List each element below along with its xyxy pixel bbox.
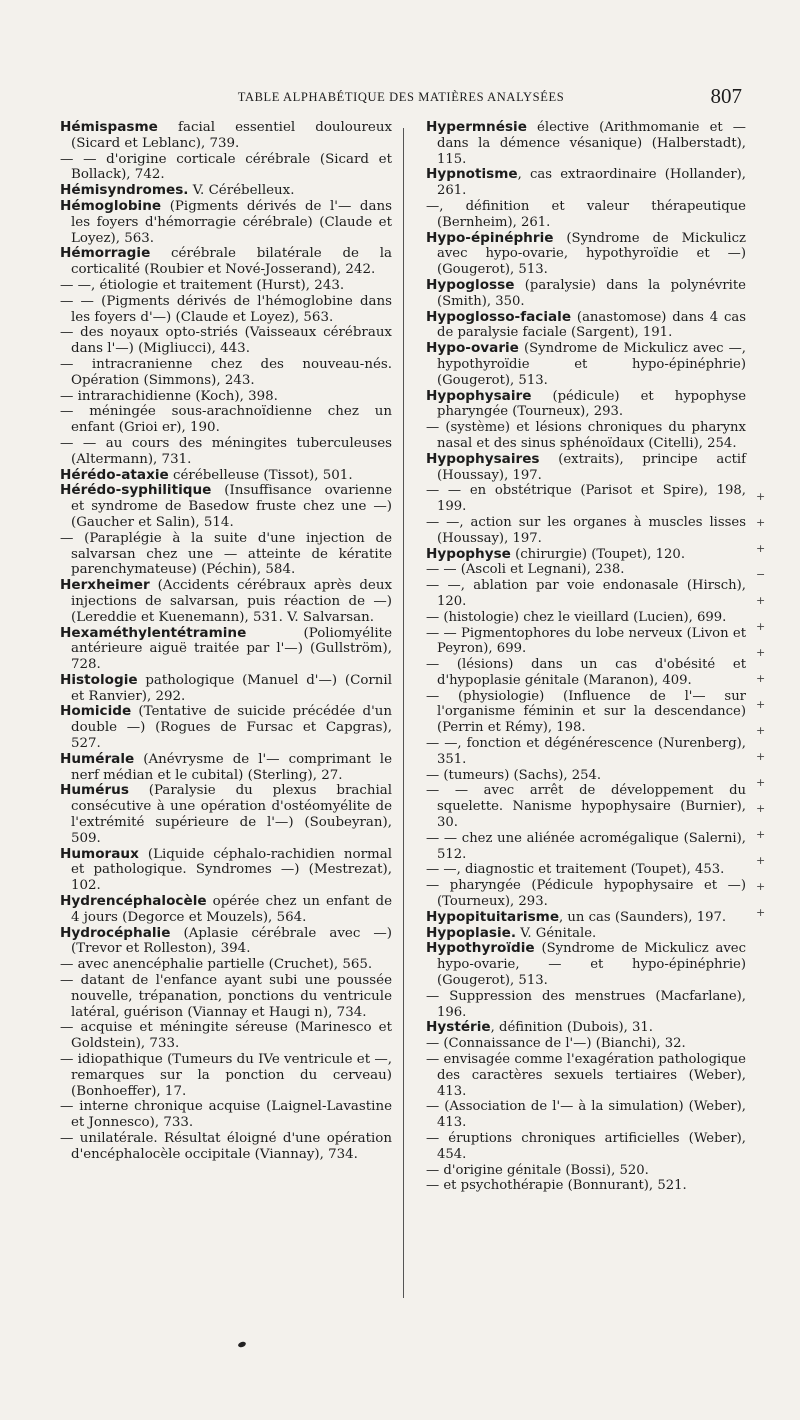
index-entry: — — au cours des méningites tuberculeuses (Altermann), 731. [60,435,392,467]
index-entry: — (système) et lésions chroniques du pharynx nasal et des sinus sphénoïdaux (Citelli), 254. [426,420,746,451]
index-entry: — pharyngée (Pédicule hypophysaire et —) (Tourneux), 293. [426,878,746,910]
margin-mark: + [756,776,766,789]
index-entry: — unilatérale. Résultat éloigné d'une opération d'encéphalocèle occipitale (Viannay), 734. [60,1131,392,1162]
margin-mark: + [756,880,766,893]
index-entry: — envisagée comme l'exagération pathologique des caractères sexuels tertiaires (Weber), 413. [426,1052,746,1099]
index-entry: — (lésions) dans un cas d'obésité et d'hypoplasie génitale (Maranon), 409. [426,657,746,688]
left-column [60,120,392,1163]
margin-mark: + [756,542,766,555]
index-entry: Hémisyndromes. V. Cérébelleux. [60,182,295,199]
index-entry: Hypnotisme, cas extraordinaire (Hollander), 261. [426,166,746,199]
index-entry: — —, ablation par voie endonasale (Hirsch), 120. [426,578,746,609]
margin-marks [756,490,786,932]
index-entry: Hystérie, définition (Dubois), 31. [426,1019,653,1036]
index-entry: — (Association de l'— à la simulation) (Weber), 413. [426,1099,746,1131]
index-entry: — des noyaux opto-striés (Vaisseaux cérébraux dans l'—) (Migliucci), 443. [60,325,392,357]
index-entry: Hypophysaires (extraits), principe actif (Houssay), 197. [426,450,746,483]
index-entry: — — d'origine corticale cérébrale (Sicard et Bollack), 742. [60,151,392,183]
index-entry: — et psychothérapie (Bonnurant), 521. [426,1178,687,1194]
index-entry: Hypoplasie. V. Génitale. [426,924,597,941]
index-entry: — — (Ascoli et Legnani), 238. [426,562,625,578]
index-entry: — avec anencéphalie partielle (Cruchet), 565. [60,957,373,973]
index-entry: Hémoglobine (Pigments dérivés de l'— dans les foyers d'hémorragie cérébrale) (Claude et Loyez), 563. [60,197,392,246]
index-entry: Histologie pathologique (Manuel d'—) (Cornil et Ranvier), 292. [60,671,392,704]
index-entry: — d'origine génitale (Bossi), 520. [426,1162,649,1178]
index-entry: — (physiologie) (Influence de l'— sur l'organisme féminin et sur la descendance) (Perrin et Rémy), 198. [426,688,746,736]
index-entry: — idiopathique (Tumeurs du IVe ventricule et —, remarques sur la ponction du cerveau) (Bonhoeffer), 17. [60,1052,392,1099]
index-entry: Humoraux (Liquide céphalo-rachidien normal et pathologique. Syndromes —) (Mestrezat), 102. [60,845,392,894]
index-entry: — — (Pigments dérivés de l'hémoglobine dans les foyers d'—) (Claude et Loyez), 563. [60,293,392,325]
index-entry: Hypophyse (chirurgie) (Toupet), 120. [426,545,686,562]
margin-mark: + [756,620,766,633]
index-entry: — — avec arrêt de développement du squelette. Nanisme hypophysaire (Burnier), 30. [426,783,746,831]
index-entry: — intracranienne chez des nouveau-nés. Opération (Simmons), 243. [60,356,392,388]
index-entry: — interne chronique acquise (Laignel-Lavastine et Jonnesco), 733. [60,1099,392,1131]
index-entry: Hémispasme facial essentiel douloureux (Sicard et Leblanc), 739. [60,119,392,151]
index-entry: — —, diagnostic et traitement (Toupet), 453. [426,862,725,878]
margin-mark: + [756,854,766,867]
margin-mark: + [756,802,766,815]
index-entry: Hypoglosso-faciale (anastomose) dans 4 cas de paralysie faciale (Sargent), 191. [426,308,746,341]
index-entry: Hexaméthylentétramine (Poliomyélite antérieure aiguë traitée par l'—) (Gullström), 728. [60,624,392,673]
margin-mark: + [756,646,766,659]
index-entry: — (histologie) chez le vieillard (Lucien), 699. [426,609,727,625]
index-entry: — (tumeurs) (Sachs), 254. [426,767,602,783]
index-entry: Hypo-épinéphrie (Syndrome de Mickulicz avec hypo-ovarie, hypothyroïdie et —) (Gougerot), 513. [426,229,746,278]
index-entry: — (Connaissance de l'—) (Bianchi), 32. [426,1036,686,1052]
margin-mark: + [756,516,766,529]
index-entry: Hypopituitarisme, un cas (Saunders), 197. [426,908,727,925]
margin-mark: + [756,594,766,607]
index-entry: Homicide (Tentative de suicide précédée d'un double —) (Rogues de Fursac et Capgras), 527. [60,703,392,752]
index-entry: — (Paraplégie à la suite d'une injection de salvarsan chez une — atteinte de kératite parenchymateuse) (Péchin), 584. [60,530,392,578]
index-entry: Hypothyroïdie (Syndrome de Mickulicz avec hypo-ovarie, — et hypo-épinéphrie) (Gougerot), 513. [426,940,746,989]
index-entry: Hypo-ovarie (Syndrome de Mickulicz avec —, hypothyroïdie et hypo-épinéphrie) (Gougerot), 513. [426,340,746,388]
index-entry: Hypoglosse (paralysie) dans la polynévrite (Smith), 350. [426,276,746,309]
margin-mark: + [756,906,766,919]
index-entry: — —, action sur les organes à muscles lisses (Houssay), 197. [426,514,746,546]
index-entry: — Suppression des menstrues (Macfarlane), 196. [426,988,746,1020]
index-entry: — — en obstétrique (Parisot et Spire), 198, 199. [426,483,746,515]
index-entry: Hémorragie cérébrale bilatérale de la corticalité (Roubier et Nové-Josserand), 242. [60,245,392,278]
index-entry: — méningée sous-arachnoïdienne chez un enfant (Grioi er), 190. [60,404,392,436]
index-entry: Hérédo-ataxie cérébelleuse (Tissot), 501. [60,466,353,483]
index-entry: Hypermnésie élective (Arithmomanie et — dans la démence vésanique) (Halberstadt), 115. [426,119,746,167]
index-entry: — éruptions chroniques artificielles (Weber), 454. [426,1131,746,1162]
index-entry: — intrarachidienne (Koch), 398. [60,388,278,404]
running-title: TABLE ALPHABÉTIQUE DES MATIÈRES ANALYSÉES [237,90,565,104]
margin-mark: + [756,490,766,503]
page-header [60,86,742,110]
margin-mark: − [756,568,766,581]
index-entry: — — Pigmentophores du lobe nerveux (Livon et Peyron), 699. [426,625,746,657]
index-entry: — acquise et méningite séreuse (Marinesco et Goldstein), 733. [60,1020,392,1052]
index-entry: Hérédo-syphilitique (Insuffisance ovarienne et syndrome de Basedow fruste chez une —) (Gaucher et Salin), 514. [60,482,392,530]
column-divider [403,128,404,1298]
margin-mark: + [756,724,766,737]
margin-mark: + [756,698,766,711]
index-entry: — — chez une aliénée acromégalique (Salerni), 512. [426,830,746,862]
right-column [426,120,746,1194]
margin-mark: + [756,672,766,685]
margin-mark: + [756,828,766,841]
index-entry: Humérus (Paralysie du plexus brachial consécutive à une opération d'ostéomyélite de l'extrémité supérieure de l'—) (Soubeyran), 509. [60,782,392,846]
index-entry: Herxheimer (Accidents cérébraux après deux injections de salvarsan, puis réaction de —) (Lereddie et Kuenemann), 531. V. Salvarsan. [60,577,392,625]
index-entry: — —, étiologie et traitement (Hurst), 243. [60,277,345,293]
index-entry: —, définition et valeur thérapeutique (Bernheim), 261. [426,198,746,230]
index-entry: — datant de l'enfance ayant subi une poussée nouvelle, trépanation, ponctions du ventricule latéral, guérison (Viannay et Haugi n), 734. [60,973,392,1020]
index-entry: Humérale (Anévrysme de l'— comprimant le nerf médian et le cubital) (Sterling), 27. [60,750,392,783]
margin-mark: + [756,750,766,763]
index-entry: Hydrocéphalie (Aplasie cérébrale avec —) (Trevor et Rolleston), 394. [60,924,392,957]
ink-spot [237,1341,246,1348]
index-entry: Hydrencéphalocèle opérée chez un enfant de 4 jours (Degorce et Mouzels), 564. [60,893,392,925]
index-entry: — —, fonction et dégénérescence (Nurenberg), 351. [426,736,746,767]
index-entry: Hypophysaire (pédicule) et hypophyse pharyngée (Tourneux), 293. [426,387,746,420]
page-number: 807 [710,84,742,108]
